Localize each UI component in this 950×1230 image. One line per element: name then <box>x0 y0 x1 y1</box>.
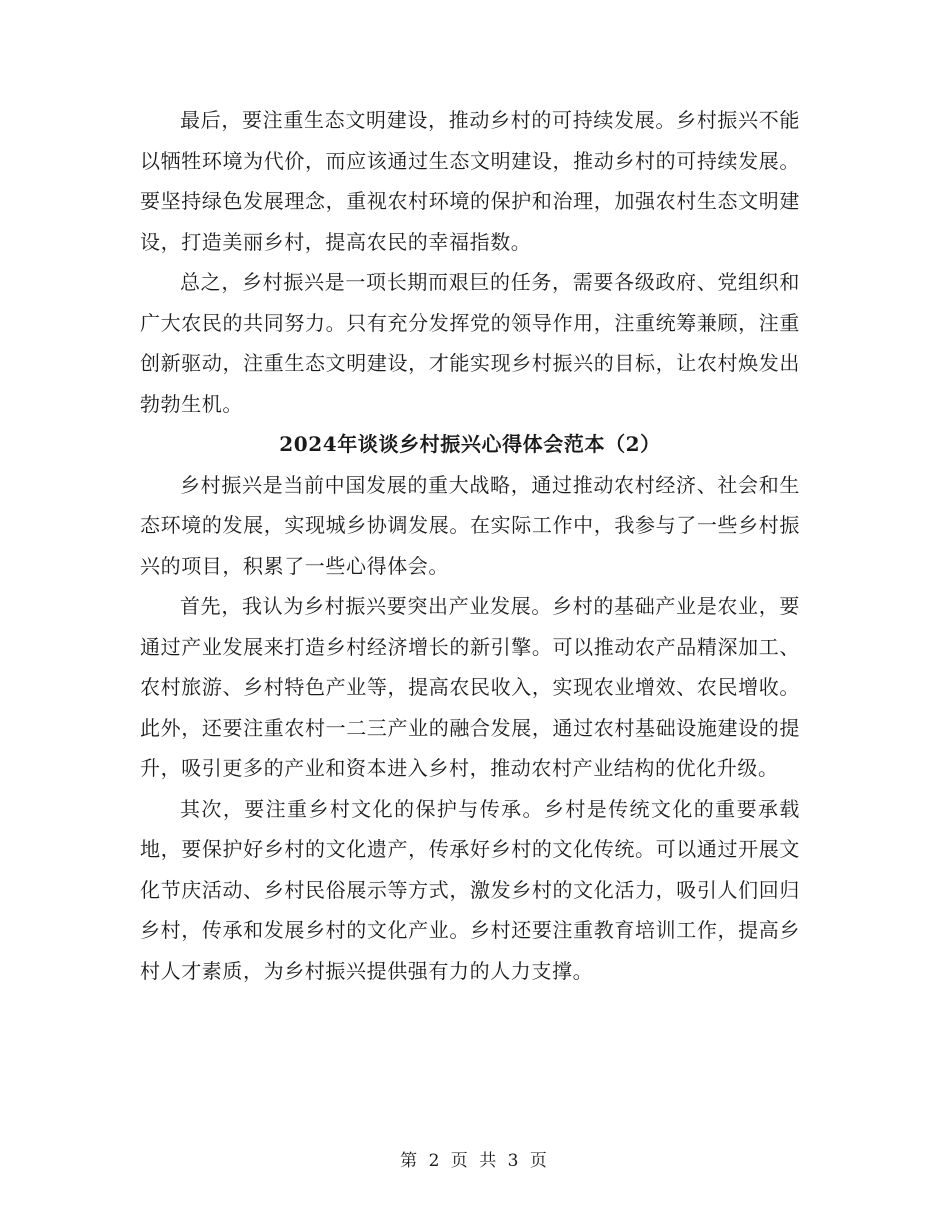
paragraph-conclusion: 总之，乡村振兴是一项长期而艰巨的任务，需要各级政府、党组织和广大农民的共同努力。只有充分发挥党的领导作用，注重统筹兼顾，注重创新驱动，注重生态文明建设，才能实现乡村振兴的目标，让农村焕发出勃勃生机。 <box>140 270 800 416</box>
page-footer: 第 2 页 共 3 页 <box>400 1151 550 1171</box>
section-title: 2024年谈谈乡村振兴心得体会范本（2） <box>279 432 661 456</box>
paragraph-culture: 其次，要注重乡村文化的保护与传承。乡村是传统文化的重要承载地，要保护好乡村的文化遗产，传承好乡村的文化传统。可以通过开展文化节庆活动、乡村民俗展示等方式，激发乡村的文化活力，吸引人们回归乡村，传承和发展乡村的文化产业。乡村还要注重教育培训工作，提高乡村人才素质，为乡村振兴提供强有力的人力支撑。 <box>140 796 800 983</box>
paragraph-intro: 乡村振兴是当前中国发展的重大战略，通过推动农村经济、社会和生态环境的发展，实现城乡协调发展。在实际工作中，我参与了一些乡村振兴的项目，积累了一些心得体会。 <box>140 472 800 578</box>
document-body <box>140 100 800 991</box>
paragraph-industry: 首先，我认为乡村振兴要突出产业发展。乡村的基础产业是农业，要通过产业发展来打造乡村经济增长的新引擎。可以推动农产品精深加工、农村旅游、乡村特色产业等，提高农民收入，实现农业增效、农民增收。此外，还要注重农村一二三产业的融合发展，通过农村基础设施建设的提升，吸引更多的产业和资本进入乡村，推动农村产业结构的优化升级。 <box>140 594 800 780</box>
paragraph-ecology: 最后，要注重生态文明建设，推动乡村的可持续发展。乡村振兴不能以牺牲环境为代价，而应该通过生态文明建设，推动乡村的可持续发展。要坚持绿色发展理念，重视农村环境的保护和治理，加强农村生态文明建设，打造美丽乡村，提高农民的幸福指数。 <box>140 108 800 254</box>
